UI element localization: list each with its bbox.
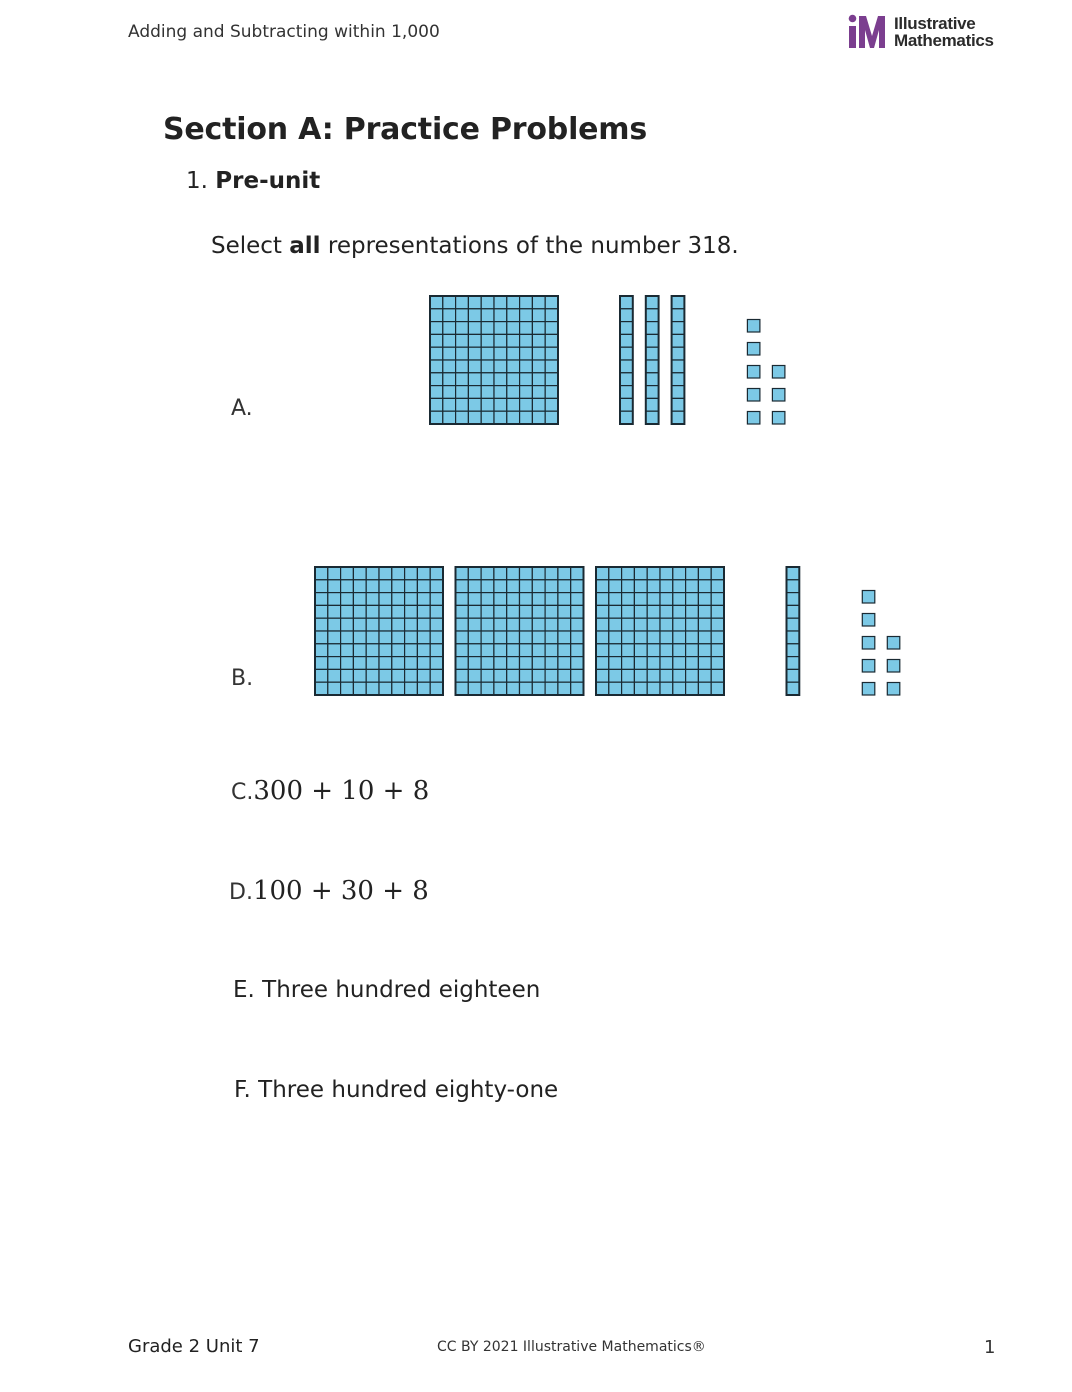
tens-rod — [620, 296, 633, 424]
option-d[interactable] — [229, 876, 429, 906]
option-a-base-ten-blocks — [425, 290, 805, 430]
ones-unit — [772, 412, 785, 425]
logo-wordmark — [894, 15, 994, 49]
logo-line-2: Mathematics — [894, 31, 994, 50]
problem-label: Pre-unit — [215, 168, 321, 194]
option-e[interactable] — [233, 977, 540, 1003]
hundreds-flat — [456, 567, 584, 695]
footer-grade-unit: Grade 2 Unit 7 — [128, 1336, 260, 1357]
problem-prompt — [211, 233, 739, 259]
ones-unit — [862, 637, 875, 650]
option-d-expression: 100 + 30 + 8 — [252, 876, 429, 906]
prompt-post: representations of the number 318. — [320, 233, 739, 259]
prompt-pre: Select — [211, 233, 290, 259]
page-number: 1 — [984, 1337, 996, 1358]
hundreds-flat — [315, 567, 443, 695]
ones-unit — [887, 683, 900, 696]
option-f-text: Three hundred eighty-one — [258, 1077, 559, 1103]
option-a-label[interactable]: A. — [231, 396, 253, 421]
option-c[interactable] — [231, 776, 429, 806]
ones-unit — [862, 660, 875, 673]
ones-unit — [887, 637, 900, 650]
ones-unit — [862, 614, 875, 627]
hundreds-flat — [596, 567, 724, 695]
tens-rod — [646, 296, 659, 424]
tens-rod — [672, 296, 685, 424]
option-c-expression: 300 + 10 + 8 — [253, 776, 430, 806]
option-d-label: D. — [229, 880, 253, 905]
ones-unit — [772, 389, 785, 402]
prompt-bold: all — [289, 233, 321, 259]
ones-unit — [747, 412, 760, 425]
im-logo — [848, 14, 1008, 54]
section-title: Section A: Practice Problems — [163, 112, 648, 147]
option-e-label: E. — [233, 977, 255, 1003]
option-c-label: C. — [231, 780, 254, 805]
option-b-base-ten-blocks — [310, 561, 920, 701]
unit-title: Adding and Subtracting within 1,000 — [128, 22, 440, 42]
ones-unit — [887, 660, 900, 673]
problem-number: 1. — [186, 168, 208, 194]
ones-unit — [747, 320, 760, 333]
ones-unit — [862, 591, 875, 604]
ones-unit — [747, 366, 760, 379]
ones-unit — [862, 683, 875, 696]
ones-unit — [772, 366, 785, 379]
ones-unit — [747, 343, 760, 356]
option-e-text: Three hundred eighteen — [262, 977, 541, 1003]
tens-rod — [787, 567, 800, 695]
option-f[interactable] — [234, 1077, 558, 1103]
ones-unit — [747, 389, 760, 402]
hundreds-flat — [430, 296, 558, 424]
problem-heading — [186, 168, 320, 194]
im-logo-mark-icon — [848, 14, 892, 52]
footer-license: CC BY 2021 Illustrative Mathematics® — [437, 1339, 706, 1355]
logo-line-1: Illustrative — [894, 14, 976, 33]
option-f-label: F. — [234, 1077, 251, 1103]
option-b-label[interactable]: B. — [231, 666, 254, 691]
